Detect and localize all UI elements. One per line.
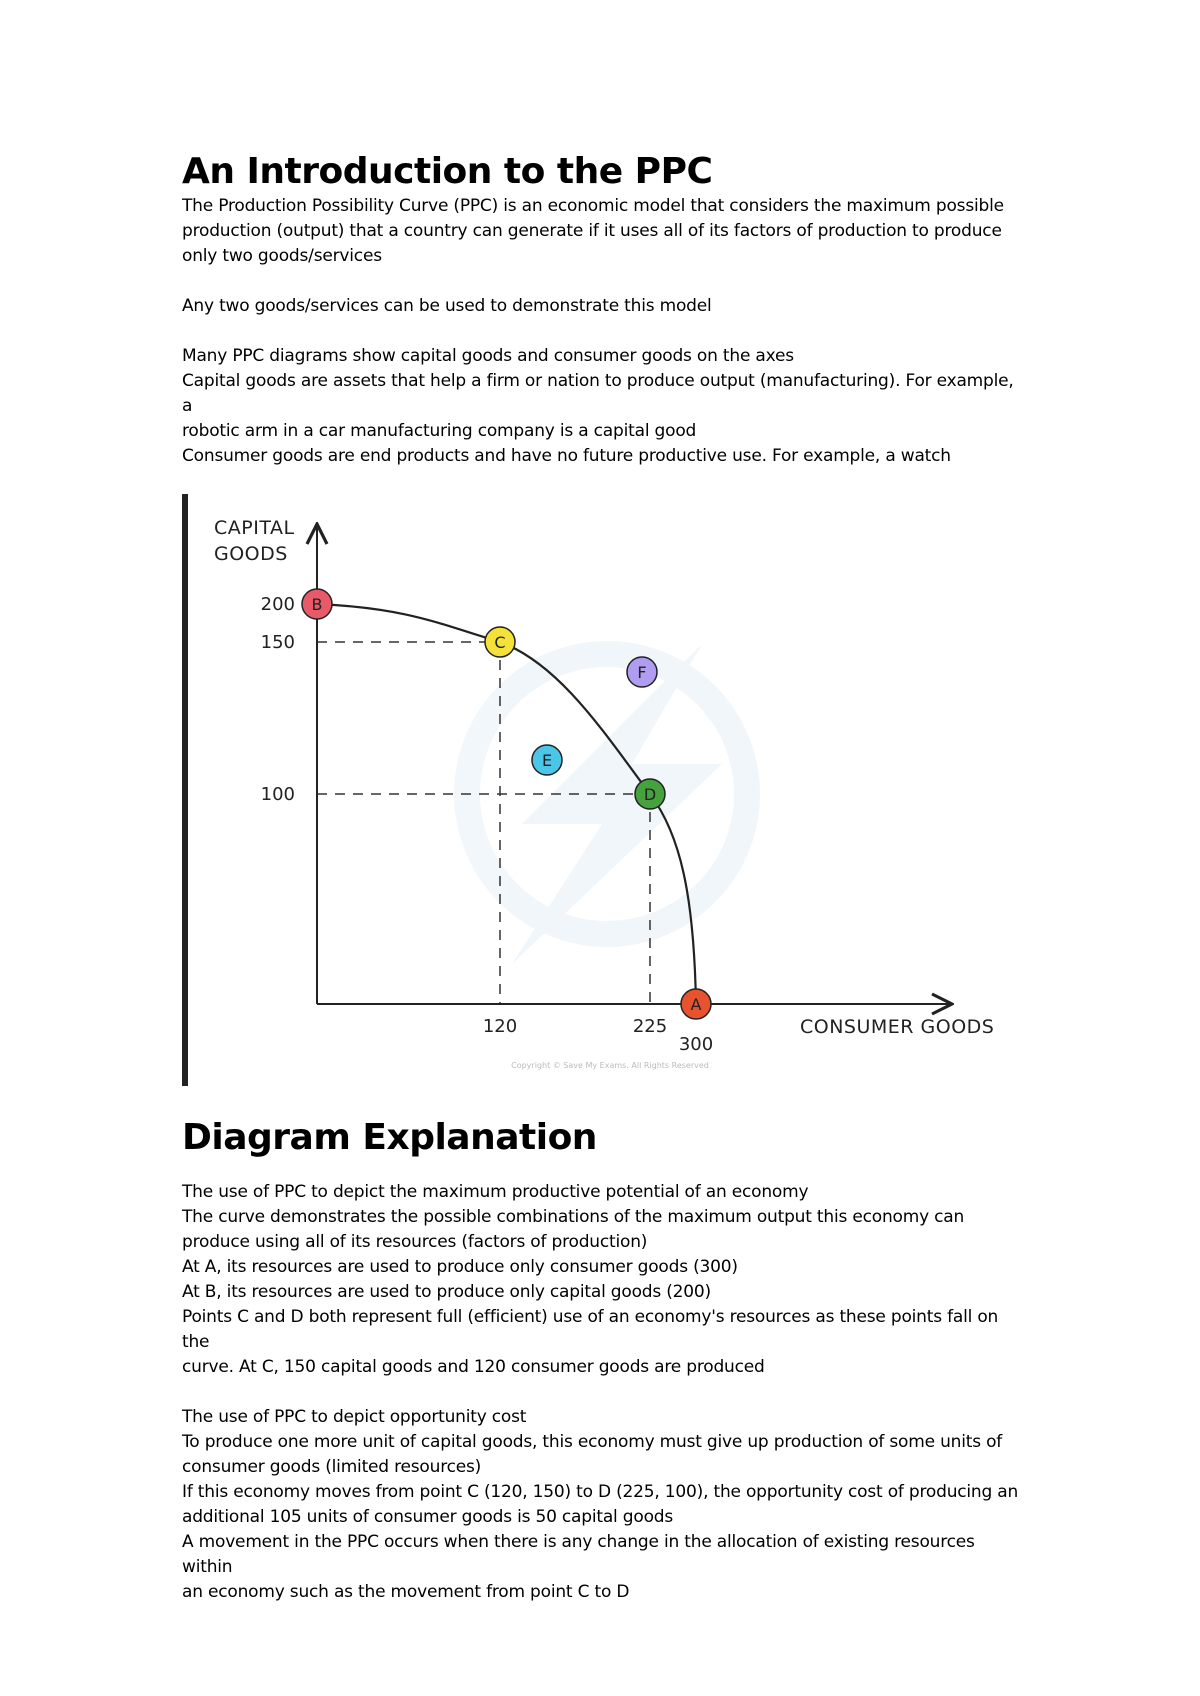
- explanation-line: The use of PPC to depict opportunity cost: [182, 1407, 527, 1427]
- explanation-line: additional 105 units of consumer goods is 50 capital goods: [182, 1507, 674, 1527]
- x-tick-label: 120: [482, 1016, 518, 1037]
- point-f-marker: [627, 657, 657, 687]
- explanation-line: The curve demonstrates the possible combinations of the maximum output this economy can: [182, 1207, 965, 1227]
- x-tick-label: 225: [632, 1016, 668, 1037]
- point-c-marker: [485, 627, 515, 657]
- copyright-text: Copyright © Save My Exams. All Rights Reserved: [511, 1061, 709, 1070]
- intro-paragraph-line: Consumer goods are end products and have no future productive use. For example, a watch: [182, 446, 951, 466]
- intro-paragraph-line: The Production Possibility Curve (PPC) is an economic model that considers the maximum possible: [182, 196, 1004, 216]
- explanation-block: [182, 1180, 1022, 1380]
- intro-paragraph-line: Many PPC diagrams show capital goods and consumer goods on the axes: [182, 346, 794, 366]
- y-axis-label-line2: GOODS: [214, 543, 288, 565]
- intro-paragraph-line: only two goods/services: [182, 246, 382, 266]
- y-tick-label: 200: [260, 594, 295, 615]
- explanation-line: A movement in the PPC occurs when there is any change in the allocation of existing resources within: [182, 1532, 975, 1577]
- point-label: D: [643, 785, 657, 804]
- explanation-line: produce using all of its resources (factors of production): [182, 1232, 648, 1252]
- explanation-line: If this economy moves from point C (120, 150) to D (225, 100), the opportunity cost of producing an: [182, 1482, 1019, 1502]
- explanation-block: [182, 1405, 1022, 1605]
- page-title: An Introduction to the PPC: [182, 151, 713, 192]
- x-tick-label: 300: [678, 1034, 714, 1055]
- section-title: Diagram Explanation: [182, 1117, 597, 1158]
- intro-paragraph-line: Capital goods are assets that help a firm or nation to produce output (manufacturing). For example, a: [182, 371, 1014, 416]
- point-d-marker: [635, 779, 665, 809]
- point-a-marker: [681, 989, 711, 1019]
- point-label: E: [541, 751, 553, 770]
- point-b-marker: [302, 589, 332, 619]
- y-tick-label: 150: [260, 632, 295, 653]
- explanation-line: Points C and D both represent full (efficient) use of an economy's resources as these points fall on the: [182, 1307, 999, 1352]
- intro-paragraph-line: Any two goods/services can be used to demonstrate this model: [182, 296, 712, 316]
- explanation-line: The use of PPC to depict the maximum productive potential of an economy: [182, 1182, 809, 1202]
- explanation-line: At A, its resources are used to produce only consumer goods (300): [182, 1257, 738, 1277]
- intro-paragraph-line: production (output) that a country can generate if it uses all of its factors of production to produce: [182, 221, 1002, 241]
- ppc-diagram: [182, 494, 1022, 1086]
- explanation-line: an economy such as the movement from point C to D: [182, 1582, 630, 1602]
- point-label: A: [690, 995, 702, 1014]
- y-tick-label: 100: [260, 784, 295, 805]
- point-label: B: [311, 595, 323, 614]
- document-page: [182, 150, 1022, 1605]
- explanation-line: consumer goods (limited resources): [182, 1457, 482, 1477]
- watermark-icon: [467, 644, 747, 964]
- y-axis-label-line1: CAPITAL: [214, 517, 295, 539]
- x-axis-label: CONSUMER GOODS: [800, 1016, 995, 1038]
- point-e-marker: [532, 745, 562, 775]
- explanation-line: At B, its resources are used to produce only capital goods (200): [182, 1282, 711, 1302]
- point-label: C: [494, 633, 506, 652]
- intro-paragraph-line: robotic arm in a car manufacturing company is a capital good: [182, 421, 697, 441]
- point-label: F: [637, 663, 647, 682]
- ppc-chart: [182, 494, 1022, 1086]
- explanation-line: To produce one more unit of capital goods, this economy must give up production of some units of: [182, 1432, 1003, 1452]
- explanation-line: curve. At C, 150 capital goods and 120 consumer goods are produced: [182, 1357, 765, 1377]
